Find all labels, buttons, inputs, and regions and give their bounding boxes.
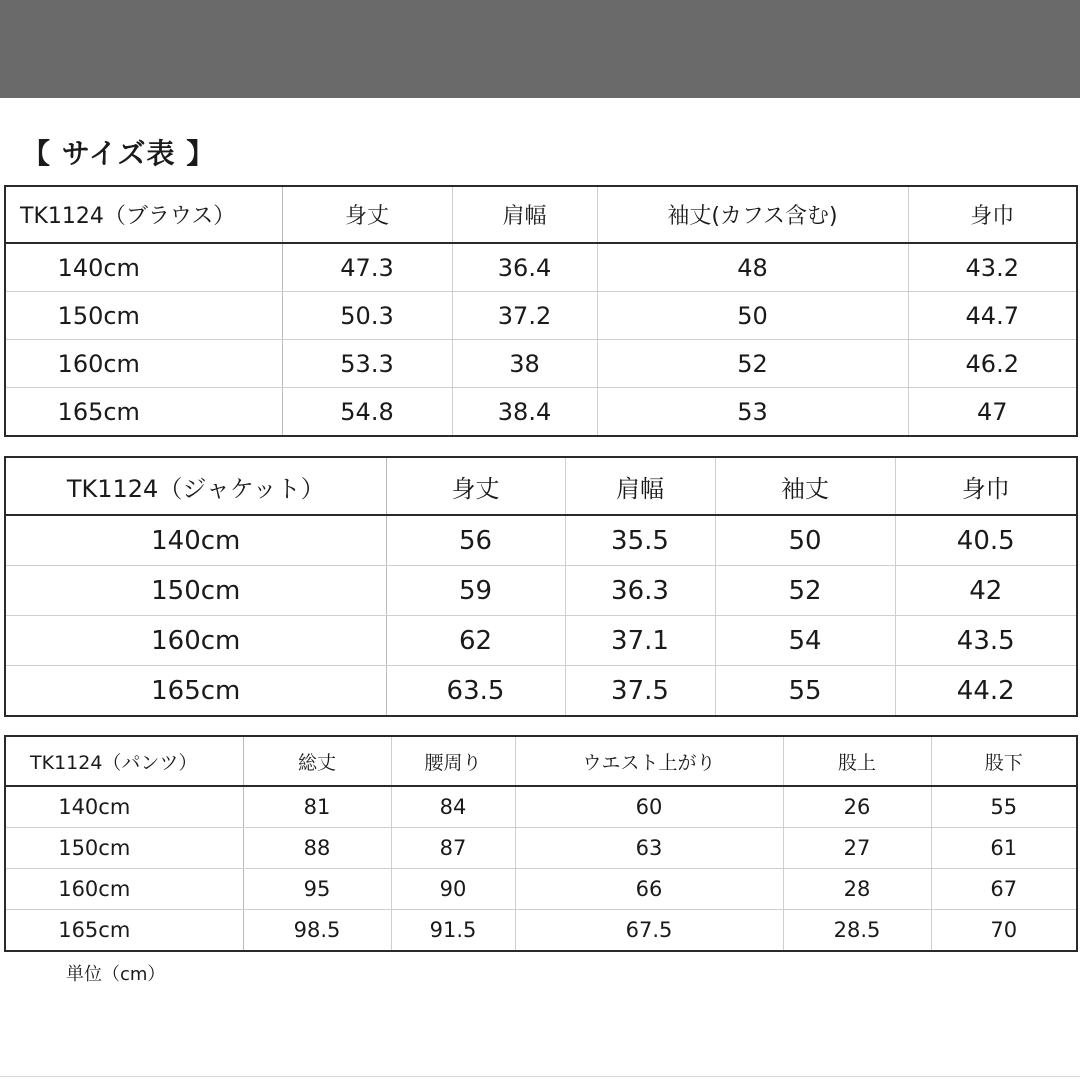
column-header: 身丈 bbox=[386, 457, 565, 515]
column-header: 身巾 bbox=[895, 457, 1077, 515]
measurement-cell: 36.4 bbox=[452, 243, 597, 292]
table-row bbox=[5, 515, 1077, 566]
size-label-cell: 160cm bbox=[5, 616, 386, 666]
column-header: 腰周り bbox=[391, 736, 515, 786]
measurement-cell: 36.3 bbox=[565, 566, 715, 616]
size-label-cell: 165cm bbox=[5, 666, 386, 717]
column-header: ウエスト上がり bbox=[515, 736, 783, 786]
measurement-cell: 53.3 bbox=[282, 340, 452, 388]
unit-note: 単位（cm） bbox=[66, 964, 166, 985]
table-row bbox=[5, 828, 1077, 869]
measurement-cell: 48 bbox=[597, 243, 908, 292]
table-row bbox=[5, 666, 1077, 717]
table-row bbox=[5, 388, 1077, 437]
measurement-cell: 88 bbox=[243, 828, 391, 869]
measurement-cell: 87 bbox=[391, 828, 515, 869]
measurement-cell: 67.5 bbox=[515, 910, 783, 952]
measurement-cell: 37.5 bbox=[565, 666, 715, 717]
table-row bbox=[5, 243, 1077, 292]
measurement-cell: 52 bbox=[597, 340, 908, 388]
measurement-cell: 66 bbox=[515, 869, 783, 910]
measurement-cell: 44.7 bbox=[908, 292, 1077, 340]
table-row bbox=[5, 292, 1077, 340]
measurement-cell: 38 bbox=[452, 340, 597, 388]
measurement-cell: 63.5 bbox=[386, 666, 565, 717]
table-row bbox=[5, 340, 1077, 388]
size-label-cell: 150cm bbox=[5, 292, 282, 340]
column-header: 袖丈(カフス含む) bbox=[597, 186, 908, 243]
measurement-cell: 37.2 bbox=[452, 292, 597, 340]
column-header: 股下 bbox=[931, 736, 1077, 786]
measurement-cell: 81 bbox=[243, 786, 391, 828]
measurement-cell: 54 bbox=[715, 616, 895, 666]
table-title-cell: TK1124（ブラウス） bbox=[5, 186, 282, 243]
measurement-cell: 50 bbox=[715, 515, 895, 566]
measurement-cell: 70 bbox=[931, 910, 1077, 952]
size-label-cell: 150cm bbox=[5, 828, 243, 869]
table-row bbox=[5, 869, 1077, 910]
measurement-cell: 52 bbox=[715, 566, 895, 616]
size-label-cell: 165cm bbox=[5, 388, 282, 437]
column-header: 肩幅 bbox=[452, 186, 597, 243]
column-header: 肩幅 bbox=[565, 457, 715, 515]
measurement-cell: 37.1 bbox=[565, 616, 715, 666]
pants-size-table bbox=[4, 735, 1078, 952]
measurement-cell: 47.3 bbox=[282, 243, 452, 292]
top-banner bbox=[0, 0, 1080, 98]
blouse-size-table bbox=[4, 185, 1078, 437]
table-row bbox=[5, 616, 1077, 666]
measurement-cell: 62 bbox=[386, 616, 565, 666]
size-label-cell: 150cm bbox=[5, 566, 386, 616]
measurement-cell: 44.2 bbox=[895, 666, 1077, 717]
table-header-row bbox=[5, 186, 1077, 243]
column-header: 身巾 bbox=[908, 186, 1077, 243]
measurement-cell: 55 bbox=[715, 666, 895, 717]
measurement-cell: 98.5 bbox=[243, 910, 391, 952]
measurement-cell: 27 bbox=[783, 828, 931, 869]
measurement-cell: 43.2 bbox=[908, 243, 1077, 292]
measurement-cell: 60 bbox=[515, 786, 783, 828]
jacket-size-table bbox=[4, 456, 1078, 717]
size-label-cell: 140cm bbox=[5, 243, 282, 292]
column-header: 股上 bbox=[783, 736, 931, 786]
measurement-cell: 38.4 bbox=[452, 388, 597, 437]
page-title: 【 サイズ表 】 bbox=[22, 137, 216, 170]
measurement-cell: 40.5 bbox=[895, 515, 1077, 566]
size-label-cell: 165cm bbox=[5, 910, 243, 952]
measurement-cell: 26 bbox=[783, 786, 931, 828]
measurement-cell: 46.2 bbox=[908, 340, 1077, 388]
table-row bbox=[5, 566, 1077, 616]
table-row bbox=[5, 786, 1077, 828]
table-header-row bbox=[5, 736, 1077, 786]
measurement-cell: 50 bbox=[597, 292, 908, 340]
table-row bbox=[5, 910, 1077, 952]
size-label-cell: 160cm bbox=[5, 340, 282, 388]
measurement-cell: 55 bbox=[931, 786, 1077, 828]
measurement-cell: 95 bbox=[243, 869, 391, 910]
size-label-cell: 160cm bbox=[5, 869, 243, 910]
measurement-cell: 35.5 bbox=[565, 515, 715, 566]
table-header-row bbox=[5, 457, 1077, 515]
measurement-cell: 61 bbox=[931, 828, 1077, 869]
column-header: 身丈 bbox=[282, 186, 452, 243]
measurement-cell: 54.8 bbox=[282, 388, 452, 437]
column-header: 総丈 bbox=[243, 736, 391, 786]
measurement-cell: 43.5 bbox=[895, 616, 1077, 666]
size-label-cell: 140cm bbox=[5, 786, 243, 828]
table-title-cell: TK1124（パンツ） bbox=[5, 736, 243, 786]
measurement-cell: 47 bbox=[908, 388, 1077, 437]
divider bbox=[0, 1076, 1080, 1077]
measurement-cell: 28.5 bbox=[783, 910, 931, 952]
column-header: 袖丈 bbox=[715, 457, 895, 515]
measurement-cell: 59 bbox=[386, 566, 565, 616]
measurement-cell: 56 bbox=[386, 515, 565, 566]
size-label-cell: 140cm bbox=[5, 515, 386, 566]
measurement-cell: 67 bbox=[931, 869, 1077, 910]
measurement-cell: 91.5 bbox=[391, 910, 515, 952]
measurement-cell: 42 bbox=[895, 566, 1077, 616]
measurement-cell: 50.3 bbox=[282, 292, 452, 340]
measurement-cell: 28 bbox=[783, 869, 931, 910]
measurement-cell: 84 bbox=[391, 786, 515, 828]
measurement-cell: 90 bbox=[391, 869, 515, 910]
table-title-cell: TK1124（ジャケット） bbox=[5, 457, 386, 515]
measurement-cell: 53 bbox=[597, 388, 908, 437]
measurement-cell: 63 bbox=[515, 828, 783, 869]
